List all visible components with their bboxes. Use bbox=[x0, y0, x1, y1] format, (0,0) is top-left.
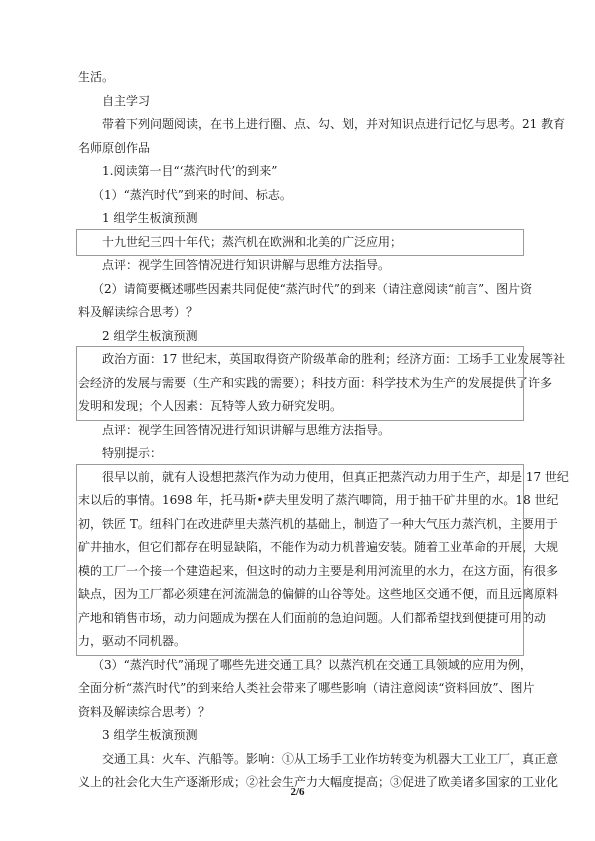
question-text: （3）“蒸汽时代”涌现了哪些先进交通工具？以蒸汽机在交通工具领域的应用为例， bbox=[92, 657, 532, 672]
comment-text: 点评：视学生回答情况进行知识讲解与思维方法指导。 bbox=[102, 258, 391, 272]
tip-text: 模的工厂一个接一个建造起来，但这时的动力主要是利用河流里的水力，在这方面，有很多 bbox=[78, 563, 559, 578]
group-label: 1 组学生板演预测 bbox=[102, 211, 198, 225]
question-text: （1）“蒸汽时代”到来的时间、标志。 bbox=[92, 187, 292, 202]
document-body bbox=[78, 66, 569, 795]
text-line: 生活。 bbox=[78, 70, 115, 84]
answer-text: 交通工具：火车、汽船等。影响：①从工场手工业作坊转变为机器大工业工厂，真正意 bbox=[102, 751, 559, 766]
answer-text: 十九世纪三四十年代；蒸汽机在欧洲和北美的广泛应用； bbox=[102, 234, 403, 249]
tip-text: 很早以前，就有人设想把蒸汽作为动力使用，但真正把蒸汽动力用于生产，却是 17 世纪 bbox=[102, 469, 569, 484]
answer-box-2 bbox=[78, 348, 566, 419]
tip-box bbox=[78, 466, 569, 654]
tip-text: 产地和销售市场，动力问题成为摆在人们面前的急迫问题。人们都希望找到便捷可用的动 bbox=[78, 610, 547, 625]
tip-heading: 特别提示： bbox=[102, 446, 163, 460]
answer-box-1 bbox=[78, 231, 522, 255]
question-text: 资料及解读综合思考）？ bbox=[78, 704, 211, 719]
answer-text: 义上的社会化大生产逐渐形成；②社会生产力大幅度提高；③促进了欧美诸多国家的工业化 bbox=[78, 775, 559, 789]
section-heading: 自主学习 bbox=[102, 93, 151, 108]
tip-text: 初，铁匠 T。纽科门在改进萨里夫蒸汽机的基础上，制造了一种大气压力蒸汽机，主要用于 bbox=[78, 516, 558, 531]
tip-text: 力，驱动不同机器。 bbox=[78, 634, 187, 648]
question-heading: 1.阅读第一目“‘蒸汽时代’的到来” bbox=[102, 164, 278, 178]
question-text: （2）请简要概述哪些因素共同促使“蒸汽时代”的到来（请注意阅读“前言”、图片资 bbox=[92, 281, 533, 296]
text-line: 带着下列问题阅读，在书上进行圈、点、勾、划，并对知识点进行记忆与思考。21 教育 bbox=[102, 117, 566, 131]
tip-text: 缺点，因为工厂都必须建在河流湍急的偏僻的山谷等处。这些地区交通不便，而且远离原料 bbox=[78, 587, 559, 601]
comment-text: 点评：视学生回答情况进行知识讲解与思维方法指导。 bbox=[102, 422, 391, 437]
group-label: 2 组学生板演预测 bbox=[102, 328, 198, 343]
tip-text: 末以后的事情。1698 年，托马斯•萨夫里发明了蒸汽唧筒，用于抽干矿井里的水。18 世纪 bbox=[78, 493, 559, 507]
question-text: 料及解读综合思考）？ bbox=[78, 305, 199, 319]
question-text: 全面分析“蒸汽时代”的到来给人类社会带来了哪些影响（请注意阅读“资料回放”、图片 bbox=[78, 681, 535, 695]
text-line: 名师原创作品 bbox=[78, 140, 151, 155]
group-label: 3 组学生板演预测 bbox=[102, 728, 198, 742]
answer-text: 发明和发现；个人因素：瓦特等人致力研究发明。 bbox=[78, 399, 343, 413]
page-number: 2/6 bbox=[290, 786, 305, 798]
answer-text: 政治方面：17 世纪末，英国取得资产阶级革命的胜利；经济方面：工场手工业发展等社 bbox=[102, 352, 566, 366]
answer-text: 会经济的发展与需要（生产和实践的需要）；科技方面：科学技术为生产的发展提供了许多 bbox=[78, 375, 553, 390]
tip-text: 矿井抽水，但它们都存在明显缺陷，不能作为动力机普遍安装。随着工业革命的开展，大规 bbox=[78, 540, 559, 554]
